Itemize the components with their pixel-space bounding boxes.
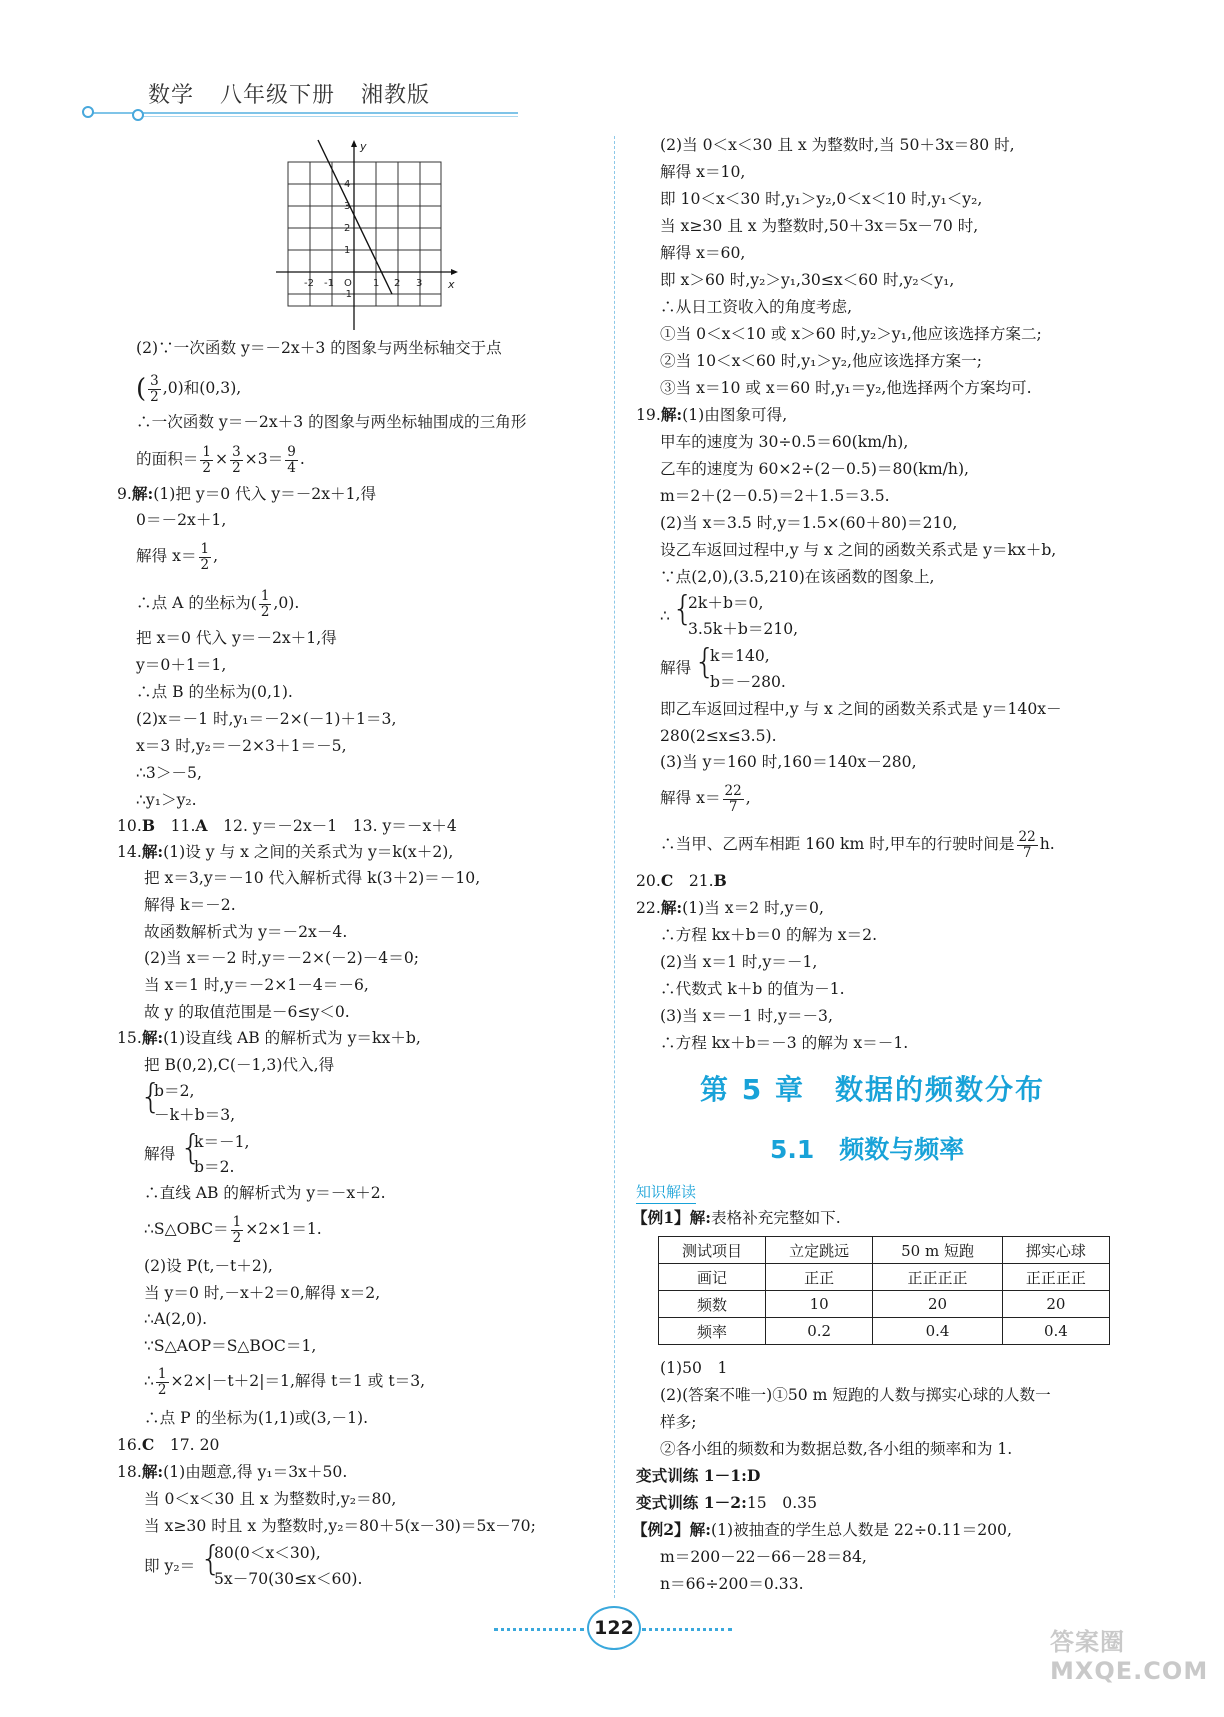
y-axis-label: y: [360, 140, 367, 153]
table-cell: 0.4: [873, 1318, 1003, 1345]
table-cell: 10: [766, 1291, 873, 1318]
text-line: 解得 x＝ $\frac{1}{2}$ ,: [136, 540, 219, 573]
x-tick: -2: [304, 278, 314, 289]
x-tick: 1: [373, 278, 380, 289]
text-line: b＝2,: [154, 1082, 195, 1100]
text-line: m＝2＋(2－0.5)＝2＋1.5＝3.5.: [660, 487, 890, 505]
text-line: ∴代数式 k＋b 的值为－1.: [660, 980, 845, 998]
text-line: 的面积＝ $\frac{1}{2}$ × $\frac{3}{2}$ ×3＝ $\frac{9}{4}$ .: [136, 443, 305, 476]
header-grade: 八年级下册: [220, 83, 336, 108]
text-line: y＝0＋1＝1,: [136, 656, 227, 674]
table-row: [659, 1237, 1110, 1264]
header-dot-right: [132, 109, 144, 121]
table-row: [659, 1318, 1110, 1345]
fraction: $\frac{3}{2}$: [232, 443, 241, 476]
column-divider: [614, 136, 615, 1598]
text-line: ∴点 P 的坐标为(1,1)或(3,－1).: [144, 1409, 369, 1427]
text-line: 解得: [144, 1145, 176, 1163]
fraction: $\frac{3}{2}$: [150, 372, 159, 405]
header-rule-thin: [140, 116, 518, 117]
y-tick: 4: [344, 179, 351, 190]
question-18: 18.解:(1)由题意,得 y₁＝3x＋50.: [117, 1462, 348, 1481]
text-line: ∵S△AOP＝S△BOC＝1,: [144, 1337, 317, 1355]
brace: {: [200, 1539, 222, 1579]
table-cell: 20: [1002, 1291, 1109, 1318]
text-line: ②各小组的频数和为数据总数,各小组的频率和为 1.: [660, 1440, 1013, 1458]
text-line: (2)∵一次函数 y＝－2x＋3 的图象与两坐标轴交于点: [136, 339, 502, 357]
text-line: ( $\frac{3}{2}$ ,0)和(0,3),: [136, 372, 242, 405]
text-line: 乙车的速度为 60×2÷(2－0.5)＝80(km/h),: [660, 460, 969, 478]
x-axis-label: x: [448, 278, 455, 291]
answers-16-17: 16.C 17. 20: [117, 1435, 220, 1454]
text-line: 甲车的速度为 30÷0.5＝60(km/h),: [660, 433, 909, 451]
text-line: ∴y₁＞y₂.: [136, 791, 197, 809]
text-line: ∴直线 AB 的解析式为 y＝－x＋2.: [144, 1184, 386, 1202]
x-tick: 2: [394, 278, 401, 289]
watermark: 答案圈 MXQE.COM: [1050, 1628, 1209, 1685]
text-line: 设乙车返回过程中,y 与 x 之间的函数关系式是 y＝kx＋b,: [660, 541, 1057, 559]
fraction: $\frac{1}{2}$: [200, 540, 210, 573]
section-title: 5.1 频数与频率: [770, 1135, 965, 1164]
text-line: 280(2≤x≤3.5).: [660, 727, 777, 745]
fraction: $\frac{22}{7}$: [1018, 828, 1036, 861]
text-line: ∴点 A 的坐标为( $\frac{1}{2}$ ,0).: [136, 587, 300, 620]
brace: {: [672, 589, 694, 629]
example-1: 【例1】解:表格补充完整如下.: [632, 1208, 841, 1227]
fraction: $\frac{1}{2}$: [157, 1365, 167, 1398]
text-line: 解得 k＝－2.: [144, 896, 236, 914]
text-line: k＝140,: [710, 647, 770, 665]
table-row: [659, 1264, 1110, 1291]
text-line: n＝66÷200＝0.33.: [660, 1575, 804, 1593]
footer-dots-right: [642, 1628, 732, 1631]
variant-1-2: 变式训练 1－2:15 0.35: [636, 1493, 818, 1512]
text-line: b＝－280.: [710, 673, 786, 691]
text-line: 2k＋b＝0,: [688, 594, 764, 612]
x-tick: -1: [324, 278, 334, 289]
y-tick: 3: [344, 201, 351, 212]
fraction: $\frac{1}{2}$: [260, 587, 270, 620]
text-line: x＝3 时,y₂＝－2×3＋1＝－5,: [136, 737, 347, 755]
brace: {: [694, 642, 716, 682]
text-line: 当 0＜x＜30 且 x 为整数时,y₂＝80,: [144, 1490, 397, 1508]
text-line: 解得 x＝60,: [660, 244, 746, 262]
text-line: －k＋b＝3,: [154, 1106, 236, 1124]
text-line: 把 x＝3,y＝－10 代入解析式得 k(3＋2)＝－10,: [144, 869, 481, 887]
example-2: 【例2】解:(1)被抽查的学生总人数是 22÷0.11＝200,: [632, 1520, 1012, 1539]
fraction: $\frac{1}{2}$: [232, 1213, 242, 1246]
text-line: (2)设 P(t,－t＋2),: [144, 1257, 273, 1275]
question-15: 15.解:(1)设直线 AB 的解析式为 y＝kx＋b,: [117, 1028, 421, 1047]
table-cell: 正正: [766, 1264, 873, 1291]
text-line: ∴点 B 的坐标为(0,1).: [136, 683, 293, 701]
text-line: 当 x≥30 且 x 为整数时,50＋3x＝5x－70 时,: [660, 217, 979, 235]
table-row: [659, 1291, 1110, 1318]
x-axis-arrow: [451, 269, 458, 275]
header-dot-left: [82, 106, 94, 118]
text-line: ∴: [660, 607, 670, 625]
text-line: b＝2.: [194, 1158, 235, 1176]
text-line: ∴从日工资收入的角度考虑,: [660, 298, 853, 316]
y-tick: 2: [344, 223, 351, 234]
text-line: 0＝－2x＋1,: [136, 511, 227, 529]
text-line: (2)当 x＝－2 时,y＝－2×(－2)－4＝0;: [144, 949, 419, 967]
text-line: 5x－70(30≤x＜60).: [214, 1570, 363, 1588]
chapter-title: 第 5 章 数据的频数分布: [700, 1073, 1045, 1106]
brace: {: [180, 1128, 202, 1168]
table-cell: 正正正正: [1002, 1264, 1109, 1291]
text-line: (2)当 x＝1 时,y＝－1,: [660, 953, 818, 971]
text-line: ①当 0＜x＜10 或 x＞60 时,y₂＞y₁,他应该选择方案二;: [660, 325, 1042, 343]
coordinate-graph: [268, 136, 468, 332]
text-line: 故函数解析式为 y＝－2x－4.: [144, 923, 348, 941]
text-line: (2)当 x＝3.5 时,y＝1.5×(60＋80)＝210,: [660, 514, 958, 532]
x-tick: 3: [416, 278, 423, 289]
text-line: 80(0＜x＜30),: [214, 1544, 321, 1562]
brace: {: [140, 1077, 162, 1117]
header-edition: 湘教版: [361, 83, 431, 108]
text-line: ∴当甲、乙两车相距 160 km 时,甲车的行驶时间是 $\frac{22}{7}$ h.: [660, 828, 1055, 861]
text-line: ∴方程 kx＋b＝－3 的解为 x＝－1.: [660, 1034, 909, 1052]
text-line: ∴A(2,0).: [144, 1310, 208, 1328]
answers-10-13: 10.B 11.A 12. y＝－2x－1 13. y＝－x＋4: [117, 816, 457, 835]
text-line: 当 x＝1 时,y＝－2×1－4＝－6,: [144, 976, 369, 994]
text-line: (2)当 0＜x＜30 且 x 为整数时,当 50＋3x＝80 时,: [660, 136, 1015, 154]
table-cell: 20: [873, 1291, 1003, 1318]
text-line: (3)当 y＝160 时,160＝140x－280,: [660, 753, 917, 771]
table-header-cell: 掷实心球: [1002, 1237, 1109, 1264]
text-line: 把 x＝0 代入 y＝－2x＋1,得: [136, 629, 337, 647]
question-14: 14.解:(1)设 y 与 x 之间的关系式为 y＝k(x＋2),: [117, 842, 454, 861]
text-line: m＝200－22－66－28＝84,: [660, 1548, 867, 1566]
frequency-table: [658, 1236, 1110, 1345]
question-22: 22.解:(1)当 x＝2 时,y＝0,: [636, 898, 824, 917]
fraction: $\frac{9}{4}$: [287, 443, 296, 476]
text-line: ∴3＞－5,: [136, 764, 202, 782]
text-line: 即乙车返回过程中,y 与 x 之间的函数关系式是 y＝140x－: [660, 700, 1062, 718]
text-line: ∴ $\frac{1}{2}$ ×2×|－t＋2|＝1,解得 t＝1 或 t＝3,: [144, 1365, 426, 1398]
text-line: ③当 x＝10 或 x＝60 时,y₁＝y₂,他选择两个方案均可.: [660, 379, 1032, 397]
table-cell: 频率: [659, 1318, 766, 1345]
y-tick: -1: [342, 289, 352, 300]
text-line: 当 y＝0 时,－x＋2＝0,解得 x＝2,: [144, 1284, 381, 1302]
text-line: (3)当 x＝－1 时,y＝－3,: [660, 1007, 833, 1025]
y-tick: 1: [344, 245, 351, 256]
text-line: ∴一次函数 y＝－2x＋3 的图象与两坐标轴围成的三角形: [136, 413, 527, 431]
question-19: 19.解:(1)由图象可得,: [636, 405, 788, 424]
text-line: 即 x＞60 时,y₂＞y₁,30≤x＜60 时,y₂＜y₁,: [660, 271, 955, 289]
function-line: [318, 140, 392, 294]
variant-1-1: 变式训练 1－1:D: [636, 1466, 761, 1485]
text-line: (2)x＝－1 时,y₁＝－2×(－1)＋1＝3,: [136, 710, 397, 728]
y-axis-arrow: [351, 140, 357, 147]
text-line: 即 10＜x＜30 时,y₁＞y₂,0＜x＜10 时,y₁＜y₂,: [660, 190, 983, 208]
text-line: 即 y₂＝: [144, 1557, 196, 1575]
page-number: 122: [587, 1606, 641, 1650]
text-line: 故 y 的取值范围是－6≤y＜0.: [144, 1003, 350, 1021]
text-line: (2)(答案不唯一)①50 m 短跑的人数与掷实心球的人数一: [660, 1386, 1051, 1404]
text-line: (1)50 1: [660, 1359, 728, 1377]
text-line: 当 x≥30 时且 x 为整数时,y₂＝80＋5(x－30)＝5x－70;: [144, 1517, 536, 1535]
text-line: ∵点(2,0),(3.5,210)在该函数的图象上,: [660, 568, 935, 586]
table-cell: 0.4: [1002, 1318, 1109, 1345]
text-line: ②当 10＜x＜60 时,y₁＞y₂,他应该选择方案一;: [660, 352, 982, 370]
table-cell: 正正正正: [873, 1264, 1003, 1291]
question-9: 9.解:(1)把 y＝0 代入 y＝－2x＋1,得: [117, 484, 377, 503]
page-header: [148, 78, 456, 109]
text-line: ∴S△OBC＝ $\frac{1}{2}$ ×2×1＝1.: [144, 1213, 322, 1246]
fraction: $\frac{22}{7}$: [724, 782, 742, 815]
text-line: 样多;: [660, 1413, 697, 1431]
header-subject: 数学: [148, 83, 195, 108]
text-line: 解得 x＝ $\frac{22}{7}$ ,: [660, 782, 751, 815]
footer-dots-left: [494, 1628, 584, 1631]
answers-20-21: 20.C 21.B: [636, 871, 727, 890]
text-line: 解得 x＝10,: [660, 163, 746, 181]
text-line: 把 B(0,2),C(－1,3)代入,得: [144, 1056, 335, 1074]
table-header-cell: 立定跳远: [766, 1237, 873, 1264]
text-line: k＝－1,: [194, 1133, 250, 1151]
header-rule: [86, 112, 518, 114]
table-header-cell: 测试项目: [659, 1237, 766, 1264]
fraction: $\frac{1}{2}$: [202, 443, 211, 476]
table-header-cell: 50 m 短跑: [873, 1237, 1003, 1264]
x-tick: O: [344, 278, 352, 289]
text-line: ∴方程 kx＋b＝0 的解为 x＝2.: [660, 926, 878, 944]
text-line: 解得: [660, 659, 692, 677]
table-cell: 画记: [659, 1264, 766, 1291]
table-cell: 0.2: [766, 1318, 873, 1345]
text-line: 3.5k＋b＝210,: [688, 620, 799, 638]
table-cell: 频数: [659, 1291, 766, 1318]
knowledge-label: 知识解读: [636, 1181, 696, 1204]
